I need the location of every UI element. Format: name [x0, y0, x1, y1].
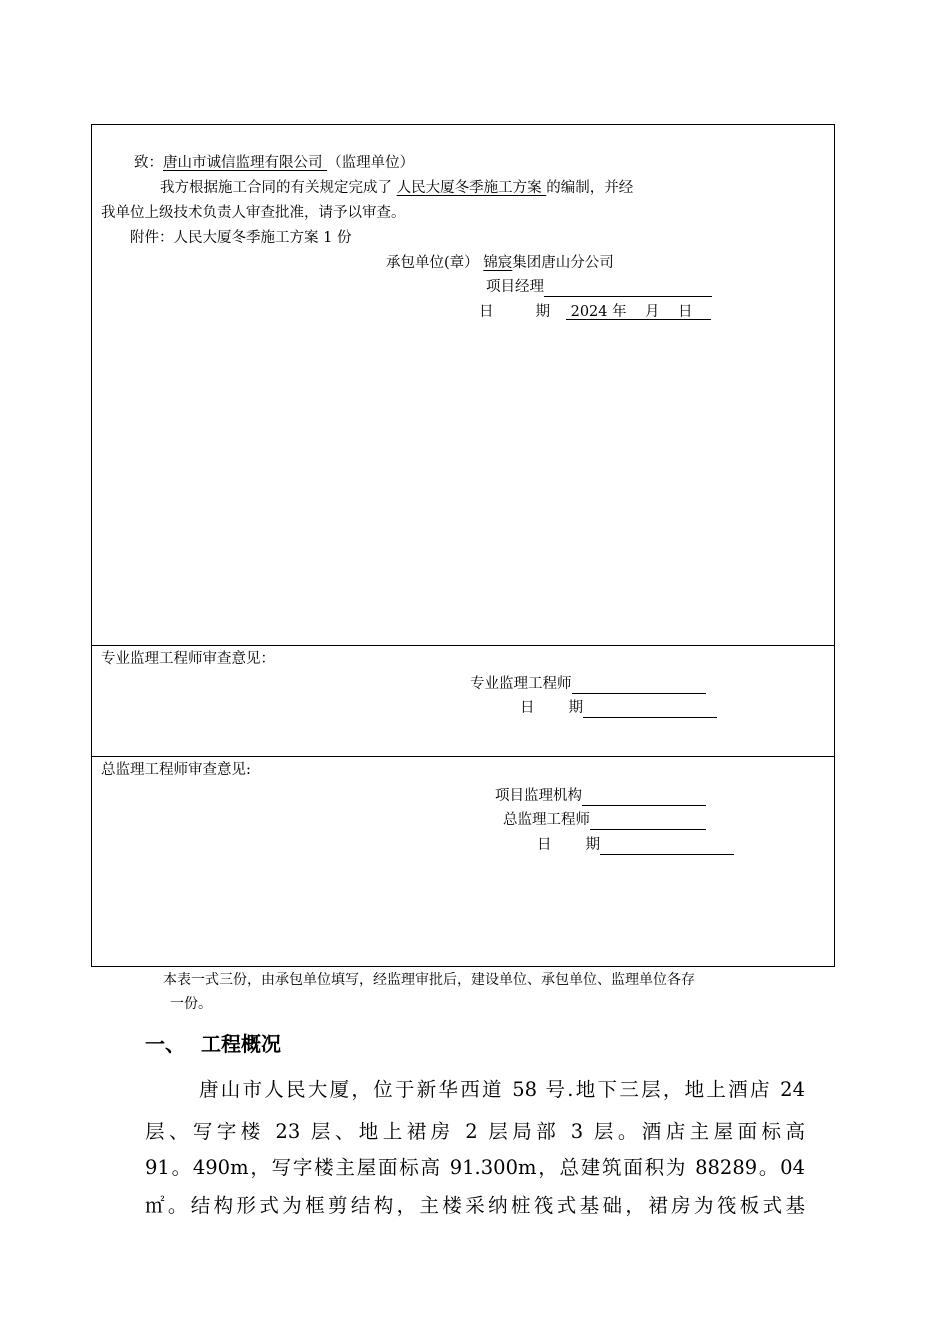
attachment-line: 附件：人民大厦冬季施工方案 1 份 [130, 230, 352, 246]
statement-suffix: 的编制，并经 [546, 180, 634, 196]
engineer-date-line [520, 698, 717, 718]
statement-line-1 [160, 178, 633, 198]
chief-date-blank[interactable] [600, 839, 734, 855]
form-footnote-line-1: 本表一式三份，由承包单位填写，经监理审批后，建设单位、承包单位、监理单位各存 [163, 972, 695, 988]
section-title: 工程概况 [201, 1032, 281, 1056]
date-label-char-2: 期 [568, 700, 583, 716]
approval-form [91, 124, 835, 967]
plan-name: 人民大厦冬季施工方案 [396, 180, 547, 196]
form-footnote-line-2: 一份。 [170, 996, 212, 1012]
addressee-prefix: 致： [134, 155, 163, 171]
engineer-label: 专业监理工程师 [470, 676, 572, 692]
section-heading [145, 1030, 281, 1058]
date-label-char-2: 期 [535, 304, 550, 320]
addressee-line [134, 153, 414, 173]
body-line-4: ㎡。结构形式为框剪结构，主楼采纳桩筏式基础，裙房为筏板式基 [145, 1194, 805, 1217]
project-manager-label: 项目经理 [486, 279, 544, 295]
date-label-char-2: 期 [585, 837, 600, 853]
body-line-2: 层、写字楼 23 层、地上裙房 2 层局部 3 层。酒店主屋面标高 [145, 1120, 805, 1143]
chief-opinion-title: 总监理工程师审查意见: [101, 762, 251, 778]
engineer-date-blank[interactable] [583, 702, 717, 718]
engineer-signature-line [470, 674, 706, 694]
body-line-1: 唐山市人民大厦，位于新华西道 58 号.地下三层，地上酒店 24 [199, 1078, 805, 1101]
contractor-label: 承包单位(章） [386, 255, 479, 271]
divider-1 [92, 645, 834, 646]
contractor-line [386, 253, 614, 273]
supervision-org-blank[interactable] [582, 790, 706, 806]
contractor-name-underlined: 锦宸 [483, 255, 513, 271]
date-label-char-1: 日 [537, 837, 552, 853]
statement-line-2: 我单位上级技术负责人审查批准，请予以审查。 [101, 205, 406, 221]
contractor-date-value[interactable]: 2024 年 月 日 [566, 304, 711, 320]
supervision-org-label: 项目监理机构 [495, 788, 582, 804]
chief-date-line [537, 835, 734, 855]
supervisor-company: 唐山市诚信监理有限公司 [163, 155, 328, 171]
addressee-suffix: （监理单位） [327, 155, 415, 171]
chief-engineer-line [503, 810, 706, 830]
chief-engineer-blank[interactable] [590, 814, 706, 830]
engineer-opinion-title: 专业监理工程师审查意见： [101, 651, 275, 667]
contractor-name: 集团唐山分公司 [512, 255, 614, 271]
project-manager-line [486, 277, 712, 297]
project-manager-blank[interactable] [544, 281, 712, 297]
chief-engineer-label: 总监理工程师 [503, 812, 590, 828]
date-label-char-1: 日 [479, 304, 494, 320]
statement-prefix: 我方根据施工合同的有关规定完成了 [160, 180, 397, 196]
divider-2 [92, 756, 834, 757]
section-number: 一、 [145, 1032, 185, 1056]
contractor-date-line [479, 302, 711, 322]
body-line-3: 91。490m，写字楼主屋面标高 91.300m，总建筑面积为 88289。04 [145, 1156, 805, 1179]
date-label-char-1: 日 [520, 700, 535, 716]
engineer-signature-blank[interactable] [572, 678, 706, 694]
supervision-org-line [495, 786, 706, 806]
